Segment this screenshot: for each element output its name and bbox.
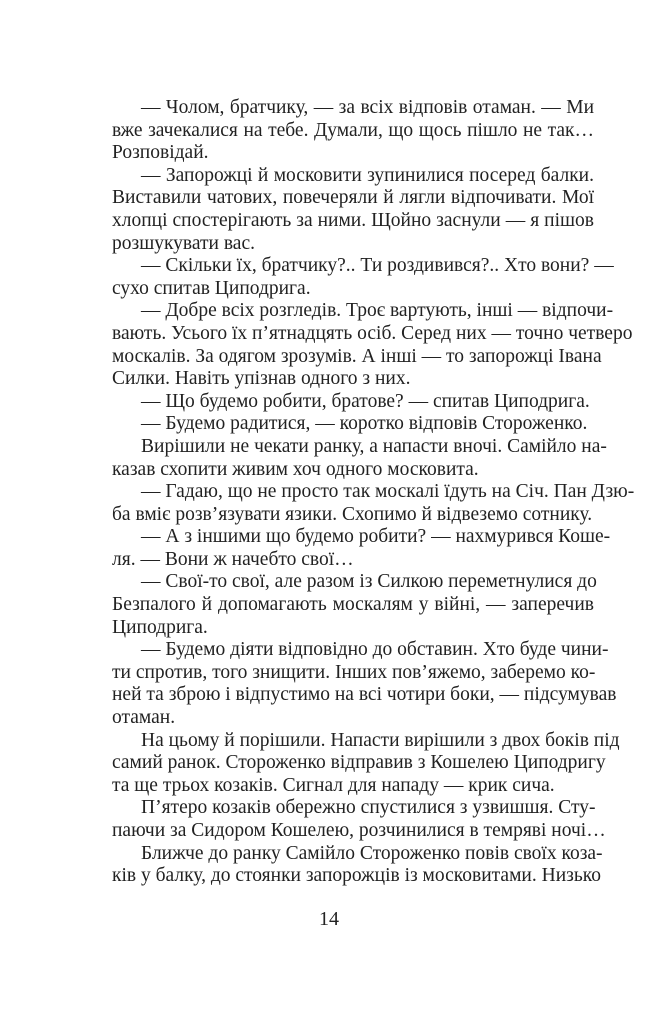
text-line: — А з іншими що будемо робити? — нахмурився Коше- — [141, 526, 611, 548]
text-line: Виставили чатових, повечеряли й лягли відпочивати. Мої — [112, 187, 594, 209]
text-line: — Будемо діяти відповідно до обставин. Хто буде чини- — [141, 639, 609, 661]
text-line: хлопці спостерігають за ними. Щойно заснули — я пішов — [112, 209, 594, 231]
text-line: Розповідай. — [112, 142, 209, 164]
text-line: — Гадаю, що не просто так москалі їдуть на Січ. Пан Дзю- — [141, 481, 635, 503]
text-line: На цьому й порішили. Напасти вирішили з двох боків під — [141, 729, 620, 751]
page-number: 14 — [319, 908, 339, 930]
text-line: ней та зброю і відпустимо на всі чотири боки, — підсумував — [112, 684, 617, 706]
text-line: казав схопити живим хоч одного московита. — [112, 458, 479, 480]
text-line: — Добре всіх розгледів. Троє вартують, інші — відпочи- — [141, 300, 614, 322]
text-line: — Запорожці й московити зупинилися посеред балки. — [141, 164, 594, 186]
text-line: ля. — Вони ж начебто свої… — [112, 548, 354, 570]
text-line: москалів. За одягом зрозумів. А інші — то запорожці Івана — [112, 345, 602, 367]
text-line: ба вміє розв’язувати язики. Схопимо й відвеземо сотнику. — [112, 503, 593, 525]
text-line: отаман. — [112, 707, 176, 729]
text-line: вають. Усього їх п’ятнадцять осіб. Серед них — точно четверо — [112, 322, 633, 344]
text-line: ти спротив, того знищити. Інших пов’яжемо, заберемо ко- — [112, 661, 596, 683]
text-line: Безпалого й допомагають москалям у війні, — заперечив — [112, 594, 594, 616]
text-line: — Чолом, братчику, — за всіх відповів отаман. — Ми — [141, 97, 594, 118]
text-line: вже зачекалися на тебе. Думали, що щось пішло не так… — [112, 119, 594, 141]
text-line: Ближче до ранку Самійло Стороженко повів своїх коза- — [141, 842, 603, 864]
text-line: Силки. Навіть упізнав одного з них. — [112, 368, 411, 390]
text-line: Вирішили не чекати ранку, а напасти вночі. Самійло на- — [141, 435, 607, 457]
text-line: — Свої-то свої, але разом із Силкою переметнулися до — [141, 571, 597, 593]
text-line: — Скільки їх, братчику?.. Ти роздивився?.. Хто вони? — — [141, 255, 614, 277]
text-line: самий ранок. Стороженко відправив з Кошелею Циподригу — [112, 752, 606, 774]
text-line: розшукувати вас. — [112, 232, 255, 254]
text-line: Циподрига. — [112, 616, 208, 638]
text-line: — Що будемо робити, братове? — спитав Циподрига. — [141, 390, 590, 412]
text-line: — Будемо радитися, — коротко відповів Стороженко. — [141, 413, 588, 435]
text-line: паючи за Сидором Кошелею, розчинилися в темряві ночі… — [112, 820, 606, 841]
text-line: та ще трьох козаків. Сигнал для нападу — крик сича. — [112, 774, 555, 796]
text-line: сухо спитав Циподрига. — [112, 277, 311, 299]
text-line: П’ятеро козаків обережно спустилися з узвишшя. Сту- — [141, 797, 596, 819]
body-text — [112, 97, 635, 888]
text-line: ків у балку, до стоянки запорожців із московитами. Низько — [112, 865, 601, 887]
